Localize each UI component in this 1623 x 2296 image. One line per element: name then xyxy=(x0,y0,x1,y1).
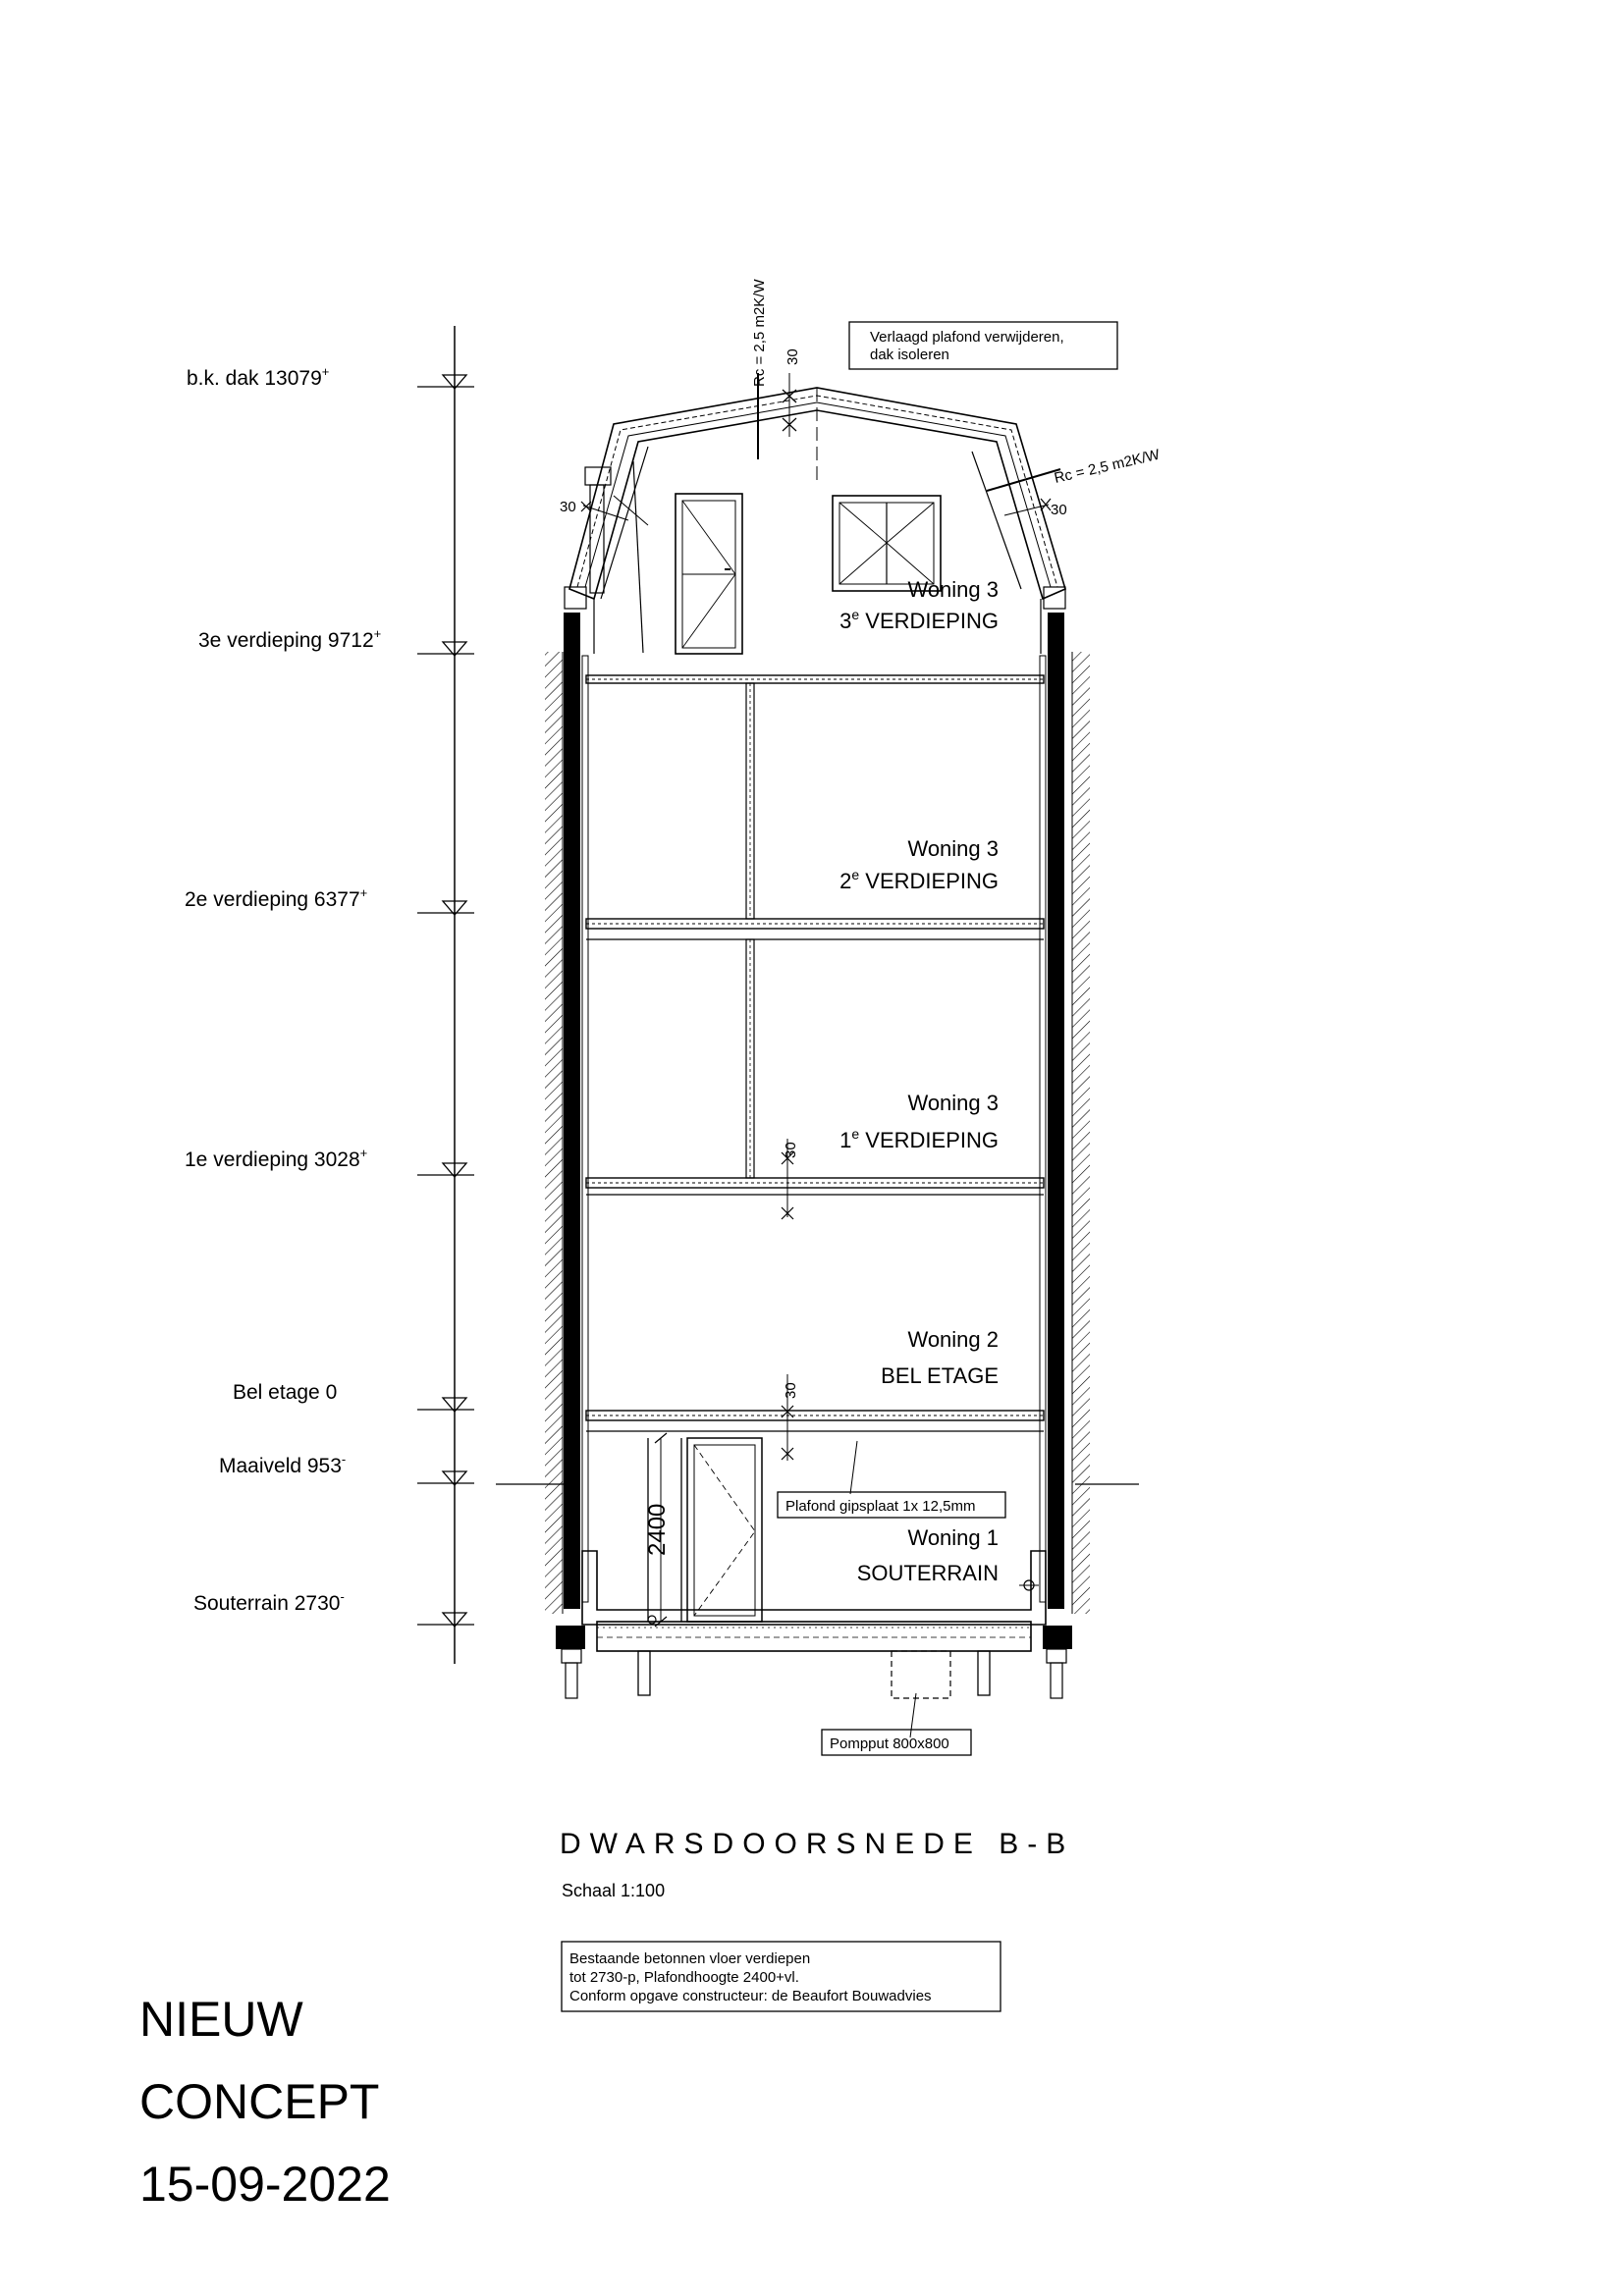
level-marker-3e xyxy=(198,626,474,656)
partition-1e xyxy=(746,939,754,1178)
svg-text:dak isoleren: dak isoleren xyxy=(870,347,949,363)
level-marker-1e xyxy=(185,1146,474,1177)
ceiling-note-box xyxy=(778,1492,1005,1518)
room-label-bel-etage xyxy=(881,1327,999,1388)
thickness-label-top: 30 xyxy=(784,348,801,365)
svg-text:2e VERDIEPING: 2e VERDIEPING xyxy=(839,867,999,893)
level-marker-maaiveld xyxy=(219,1452,474,1485)
room-label-souterrain xyxy=(857,1525,999,1585)
insulation-marker-right xyxy=(987,469,1060,515)
roof-door xyxy=(676,494,742,654)
svg-text:tot 2730-p, Plafondhoogte 2400: tot 2730-p, Plafondhoogte 2400+vl. xyxy=(569,1969,799,1986)
pump-note-box xyxy=(822,1730,971,1755)
foundation-left xyxy=(556,1626,585,1698)
level-marker-souterrain xyxy=(193,1589,474,1627)
svg-text:1e VERDIEPING: 1e VERDIEPING xyxy=(839,1126,999,1152)
thickness-label-1e: 30 xyxy=(783,1142,799,1158)
room-label-2e xyxy=(839,836,999,893)
level-label: 1e verdieping 3028+ xyxy=(185,1146,368,1171)
floor-slab-2e xyxy=(586,919,1044,939)
drawing-title: DWARSDOORSNEDE B-B xyxy=(560,1828,1075,1860)
svg-text:Conform opgave constructeur: d: Conform opgave constructeur: de Beaufort Bouwadvies xyxy=(569,1988,932,2004)
floor-slab-bel-etage xyxy=(586,1411,1044,1431)
ceiling-note-leader xyxy=(850,1441,857,1494)
stamp-line-1: NIEUW xyxy=(139,1992,303,2047)
rc-value-right: Rc = 2,5 m2K/W xyxy=(1053,446,1162,487)
height-dimension-label: 2400 xyxy=(644,1503,671,1556)
level-label: 3e verdieping 9712+ xyxy=(198,626,382,652)
svg-text:Woning 1: Woning 1 xyxy=(907,1525,999,1550)
svg-text:BEL ETAGE: BEL ETAGE xyxy=(881,1363,999,1388)
svg-text:Woning 3: Woning 3 xyxy=(907,836,999,861)
svg-text:Woning 2: Woning 2 xyxy=(907,1327,999,1352)
level-label: b.k. dak 13079+ xyxy=(187,364,330,390)
level-marker-roof xyxy=(187,364,474,390)
thickness-label-right: 30 xyxy=(1051,502,1067,518)
adjacent-wall-left xyxy=(545,652,563,1614)
drawing-scale: Schaal 1:100 xyxy=(562,1881,666,1900)
stamp-date: 15-09-2022 xyxy=(139,2157,391,2212)
room-label-3e xyxy=(839,577,999,633)
svg-text:Verlaagd plafond verwijderen,: Verlaagd plafond verwijderen, xyxy=(870,329,1064,346)
side-wall-right xyxy=(1048,613,1064,1609)
adjacent-wall-right xyxy=(1072,652,1090,1614)
floor-slab-1e xyxy=(586,1178,1044,1195)
partition-2e xyxy=(746,683,754,919)
room-label-1e xyxy=(839,1091,999,1152)
level-label: Souterrain 2730- xyxy=(193,1589,345,1615)
svg-text:3e VERDIEPING: 3e VERDIEPING xyxy=(839,607,999,633)
foundation-right xyxy=(1043,1626,1072,1698)
svg-text:Pompput 800x800: Pompput 800x800 xyxy=(830,1735,949,1752)
rc-value-vertical: Rc = 2,5 m2K/W xyxy=(751,279,768,387)
svg-text:Woning 3: Woning 3 xyxy=(907,1091,999,1115)
thickness-label-left: 30 xyxy=(560,499,576,515)
souterrain-structure xyxy=(582,1438,1046,1737)
level-label: Maaiveld 953- xyxy=(219,1452,347,1477)
side-wall-left xyxy=(564,613,580,1609)
level-label: Bel etage 0 xyxy=(233,1381,338,1404)
construction-note-box xyxy=(562,1942,1001,2011)
svg-text:Plafond gipsplaat 1x 12,5mm: Plafond gipsplaat 1x 12,5mm xyxy=(785,1498,976,1515)
level-marker-bel-etage xyxy=(233,1381,474,1412)
roof-note-box xyxy=(849,322,1117,369)
level-marker-2e xyxy=(185,885,474,915)
floor-slab-3e xyxy=(586,675,1044,683)
stamp-line-2: CONCEPT xyxy=(139,2074,380,2129)
thickness-label-bel-etage: 30 xyxy=(783,1382,799,1399)
svg-text:Bestaande betonnen vloer verdi: Bestaande betonnen vloer verdiepen xyxy=(569,1950,811,1967)
svg-text:SOUTERRAIN: SOUTERRAIN xyxy=(856,1561,999,1585)
svg-text:Woning 3: Woning 3 xyxy=(907,577,999,602)
level-label: 2e verdieping 6377+ xyxy=(185,885,368,911)
